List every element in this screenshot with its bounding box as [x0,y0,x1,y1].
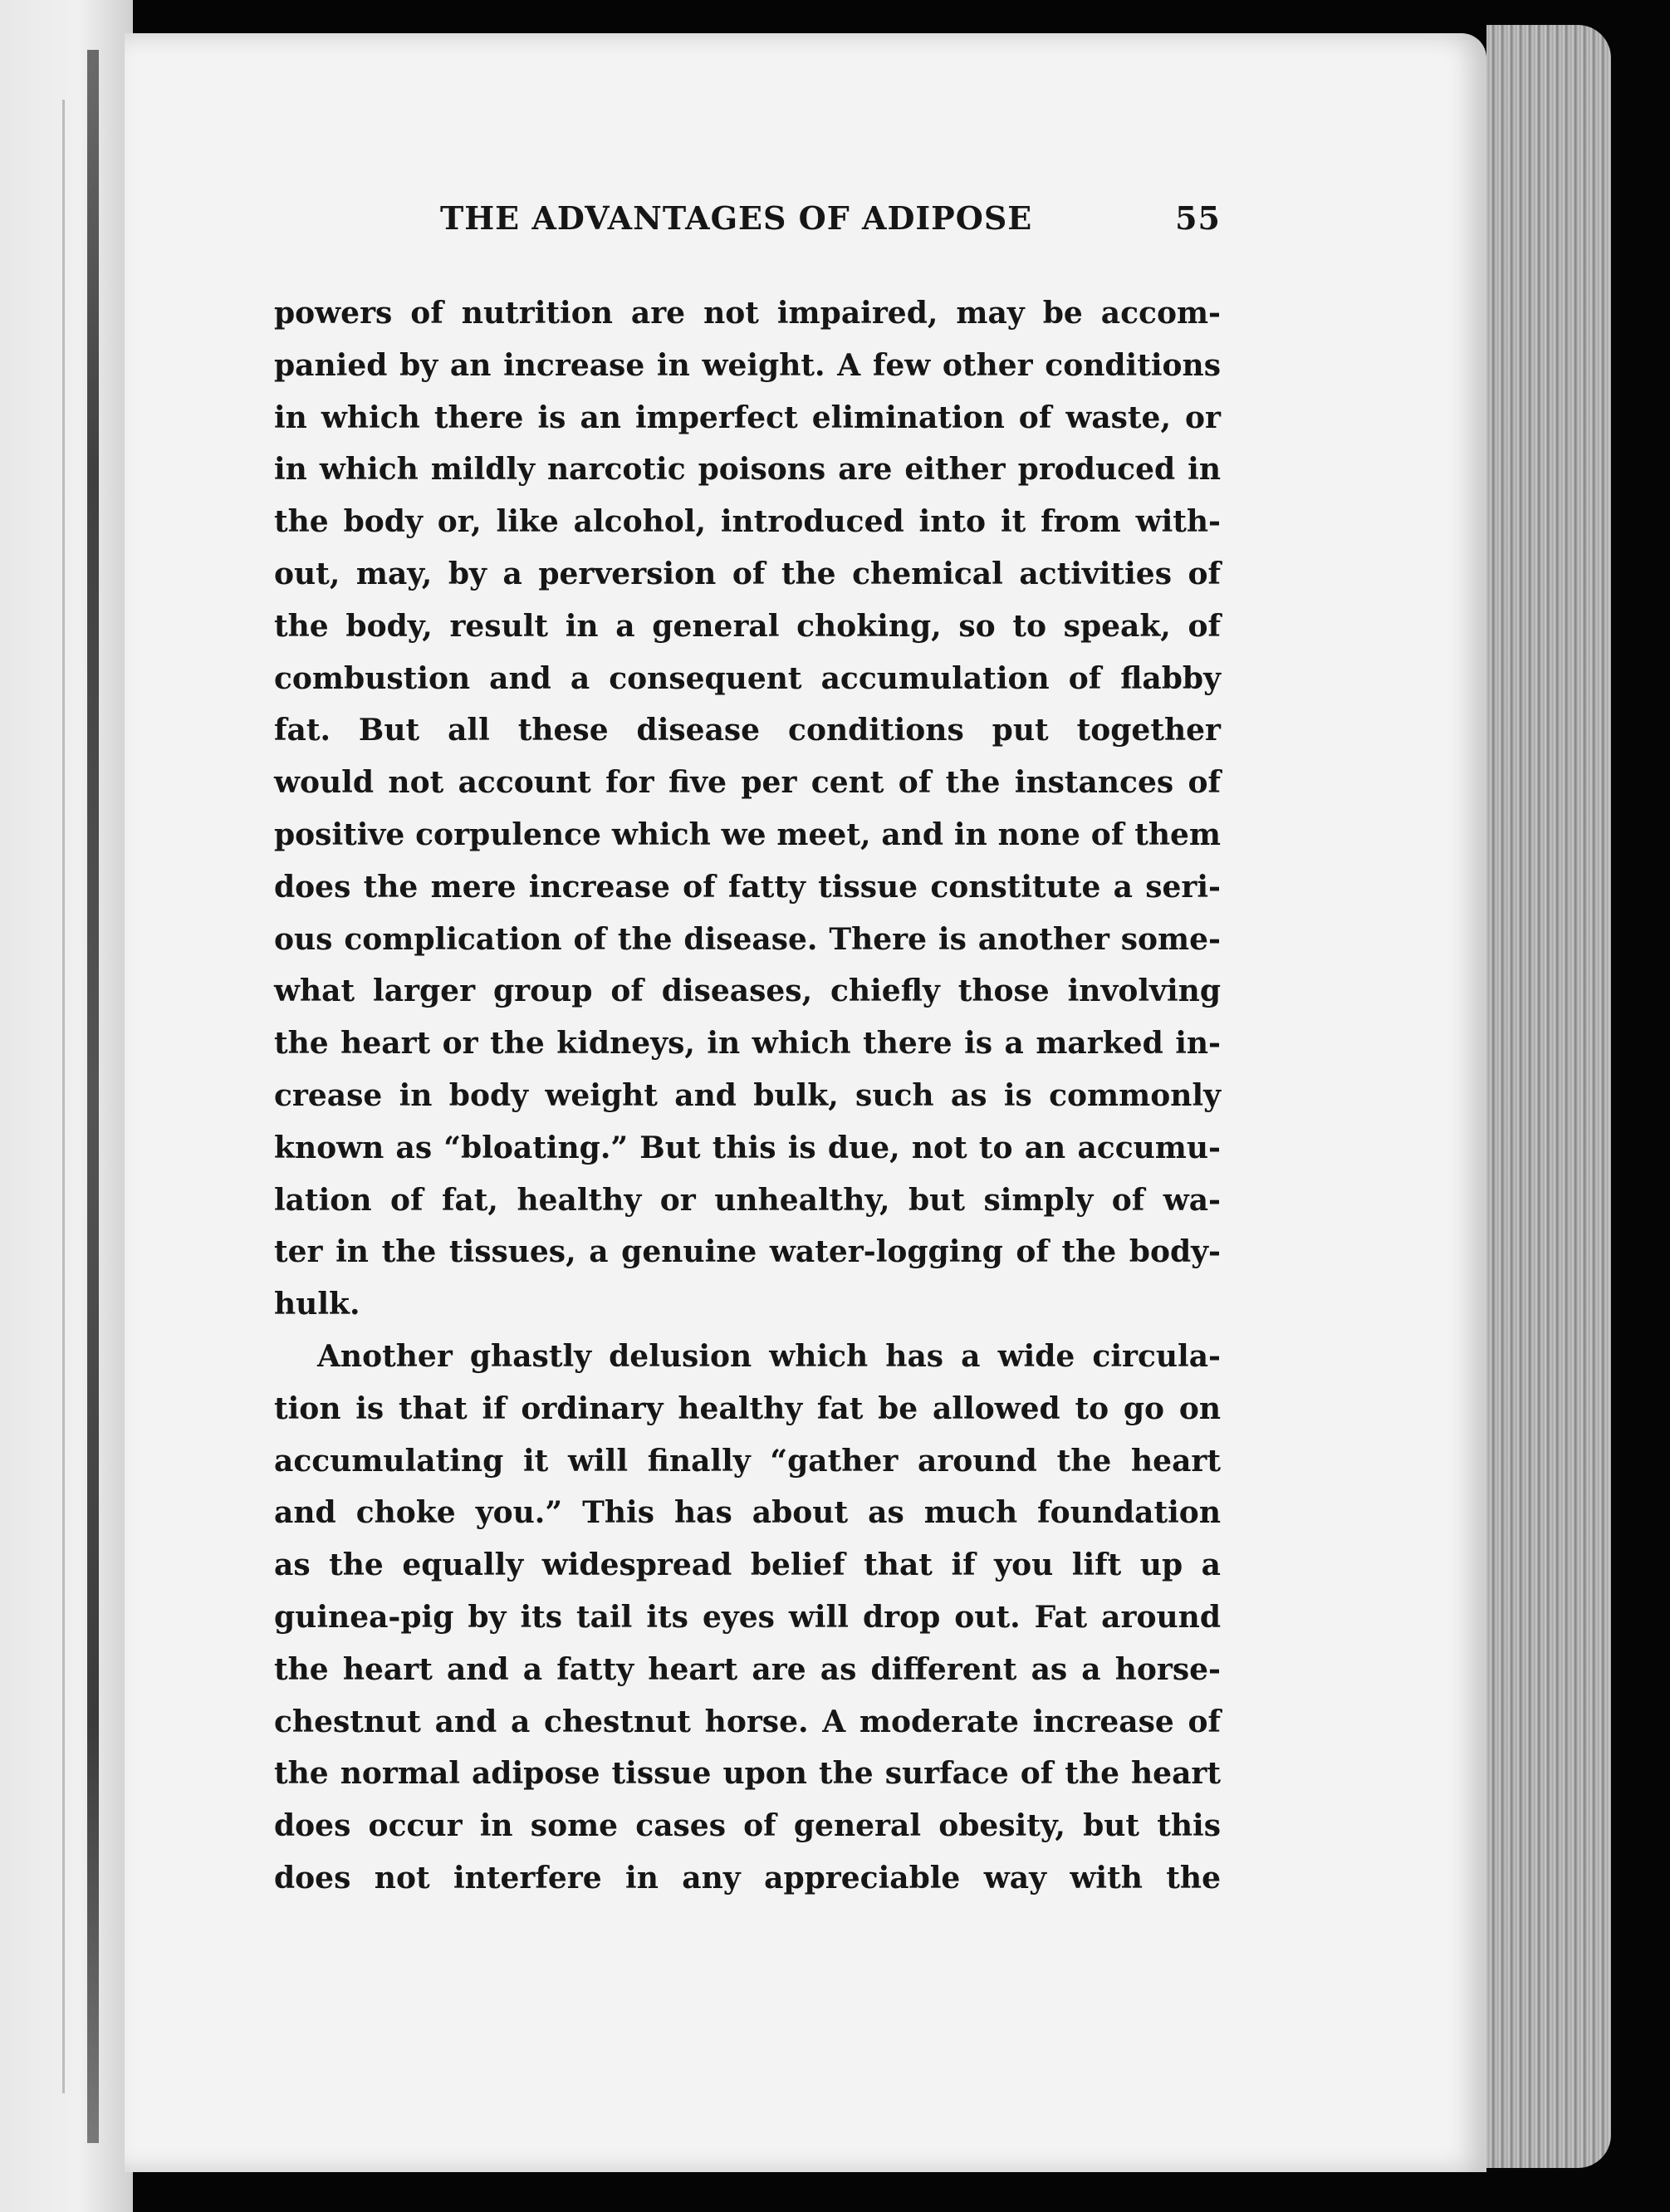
text-line: hulk. [274,1287,360,1322]
text-line: lation of fat, healthy or unhealthy, but simply of wa- [274,1182,1221,1218]
text-line: does occur in some cases of general obesity, but this [274,1808,1221,1844]
text-line: combustion and a consequent accumulation of flabby [274,660,1221,696]
text-line: ous complication of the disease. There is another some- [274,921,1221,957]
text-line: powers of nutrition are not impaired, may be accom- [274,296,1221,331]
text-line: panied by an increase in weight. A few other conditions [274,347,1221,383]
text-line: the body or, like alcohol, introduced into it from with- [274,504,1221,540]
page-number: 55 [1175,199,1221,237]
binding-shadow [87,50,99,2143]
text-line: as the equally widespread belief that if you lift up a [274,1547,1221,1583]
paragraph-1 [274,287,1221,1331]
text-line: ter in the tissues, a genuine water-logging of the body- [274,1234,1221,1270]
running-head-title: THE ADVANTAGES OF ADIPOSE [440,199,1033,237]
text-line: the heart or the kidneys, in which there is a marked in- [274,1026,1221,1062]
text-line: guinea-pig by its tail its eyes will drop out. Fat around [274,1599,1221,1635]
running-head [274,191,1221,249]
page-text [274,191,1221,1905]
text-line: positive corpulence which we meet, and in none of them [274,817,1221,852]
text-line: known as “bloating.” But this is due, not to an accumu- [274,1130,1221,1165]
text-line: does not interfere in any appreciable way with the [274,1860,1221,1896]
text-line: and choke you.” This has about as much foundation [274,1495,1221,1531]
text-line: crease in body weight and bulk, such as is commonly [274,1077,1221,1113]
text-line: in which there is an imperfect elimination of waste, or [274,400,1221,435]
text-line: in which mildly narcotic poisons are either produced in [274,452,1221,488]
text-line: does the mere increase of fatty tissue constitute a seri- [274,869,1221,905]
text-line: the body, result in a general choking, so to speak, of [274,608,1221,644]
text-line: chestnut and a chestnut horse. A moderate increase of [274,1704,1221,1739]
text-line: Another ghastly delusion which has a wide circula- [317,1338,1221,1374]
text-line: the normal adipose tissue upon the surface of the heart [274,1756,1221,1792]
page-block-edge [1486,25,1611,2168]
facing-page-edge [0,0,133,2212]
paragraph-2 [274,1331,1221,1905]
text-line: what larger group of diseases, chiefly those involving [274,974,1221,1009]
gutter-line [62,100,65,2093]
text-line: fat. But all these disease conditions put together [274,713,1221,748]
text-line: accumulating it will finally “gather around the heart [274,1443,1221,1479]
text-line: out, may, by a perversion of the chemical activities of [274,556,1221,591]
text-line: tion is that if ordinary healthy fat be allowed to go on [274,1390,1221,1426]
text-line: would not account for five per cent of the instances of [274,765,1221,801]
text-line: the heart and a fatty heart are as different as a horse- [274,1651,1221,1687]
